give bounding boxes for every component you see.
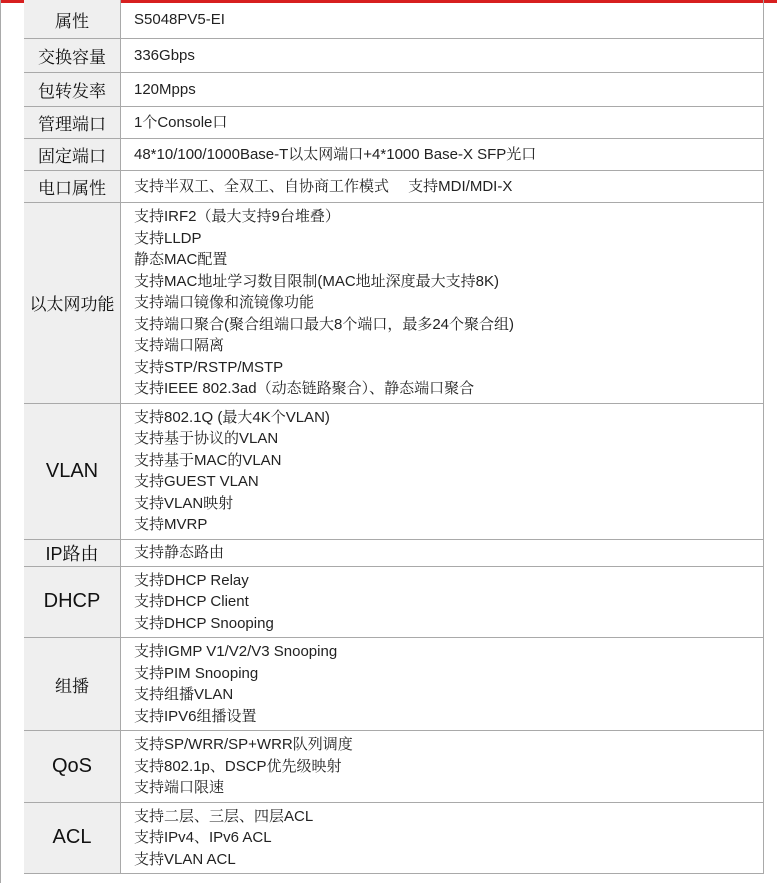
value-line: 静态MAC配置 [134, 251, 228, 268]
value-line: 支持SP/WRR/SP+WRR队列调度 [134, 736, 353, 753]
value-line: 支持IRF2（最大支持9台堆叠） [134, 208, 340, 225]
spec-row-switching-capacity [24, 39, 764, 73]
row-value [121, 539, 764, 566]
spec-row-port-attributes [24, 171, 764, 203]
value-line: 支持组播VLAN [134, 686, 234, 703]
value-line: 支持DHCP Client [134, 593, 249, 610]
table-header-row [24, 0, 764, 39]
row-value [121, 203, 764, 404]
value-line: 支持MVRP [134, 516, 208, 533]
row-label: QoS [24, 731, 121, 803]
value-line: 支持GUEST VLAN [134, 473, 259, 490]
row-label: 组播 [24, 638, 121, 731]
value-line: 支持基于MAC的VLAN [134, 451, 282, 469]
row-value [121, 566, 764, 638]
value-line: 支持STP/RSTP/MSTP [134, 358, 284, 376]
row-label: IP路由 [24, 539, 121, 566]
row-value [121, 802, 764, 874]
row-label: 电口属性 [24, 171, 121, 203]
spec-row-ip-routing [24, 539, 764, 566]
value-line: 支持DHCP Snooping [134, 614, 274, 632]
value-line: 支持IGMP V1/V2/V3 Snooping [134, 643, 338, 660]
spec-row-ethernet-features [24, 203, 764, 404]
value-line: 支持MAC地址学习数目限制(MAC地址深度最大支持8K) [134, 272, 500, 290]
spec-row-qos [24, 731, 764, 803]
header-model: S5048PV5-EI [121, 0, 764, 39]
row-value [121, 139, 764, 171]
spec-table [24, 0, 764, 874]
left-border-line [0, 0, 1, 883]
value-line: 支持IEEE 802.3ad（动态链路聚合）、静态端口聚合 [134, 380, 475, 397]
row-label: 固定端口 [24, 139, 121, 171]
row-value [121, 731, 764, 803]
value-line: 支持IPV6组播设置 [134, 707, 257, 725]
value-line: 120Mpps [134, 80, 196, 98]
header-label: 属性 [24, 0, 121, 39]
value-line: 支持PIM Snooping [134, 664, 259, 682]
spec-row-dhcp [24, 566, 764, 638]
value-line: 支持基于协议的VLAN [134, 430, 279, 447]
spec-row-forwarding-rate [24, 73, 764, 107]
value-line: 1个Console口 [134, 113, 228, 131]
row-value [121, 107, 764, 139]
spec-row-fixed-ports [24, 139, 764, 171]
value-line: 支持802.1p、DSCP优先级映射 [134, 757, 342, 775]
spec-row-multicast [24, 638, 764, 731]
row-label: VLAN [24, 403, 121, 539]
spec-row-vlan [24, 403, 764, 539]
value-line: 支持端口镜像和流镜像功能 [134, 294, 315, 311]
value-line: 支持端口限速 [134, 779, 225, 796]
row-value [121, 638, 764, 731]
value-line: 支持端口隔离 [134, 337, 225, 354]
row-value [121, 171, 764, 203]
row-label: 以太网功能 [24, 203, 121, 404]
value-line: 支持静态路由 [134, 543, 225, 561]
row-label: ACL [24, 802, 121, 874]
row-label: 包转发率 [24, 73, 121, 107]
value-line: 支持VLAN映射 [134, 494, 234, 512]
row-label: DHCP [24, 566, 121, 638]
spec-row-management-port [24, 107, 764, 139]
row-value [121, 39, 764, 73]
value-line: 支持LLDP [134, 229, 202, 247]
row-label: 交换容量 [24, 39, 121, 73]
value-line: 支持802.1Q (最大4K个VLAN) [134, 408, 330, 426]
value-line: 48*10/100/1000Base-T以太网端口+4*1000 Base-X SFP光口 [134, 145, 537, 163]
spec-row-acl [24, 802, 764, 874]
row-value [121, 73, 764, 107]
value-line: 336Gbps [134, 46, 195, 64]
value-line: 支持VLAN ACL [134, 850, 236, 868]
row-value [121, 403, 764, 539]
value-line: 支持半双工、全双工、自协商工作模式 支持MDI/MDI-X [134, 177, 513, 195]
value-line: 支持DHCP Relay [134, 571, 249, 589]
value-line: 支持IPv4、IPv6 ACL [134, 829, 272, 846]
value-line: 支持端口聚合(聚合组端口最大8个端口，最多24个聚合组) [134, 315, 515, 333]
row-label: 管理端口 [24, 107, 121, 139]
value-line: 支持二层、三层、四层ACL [134, 807, 314, 825]
